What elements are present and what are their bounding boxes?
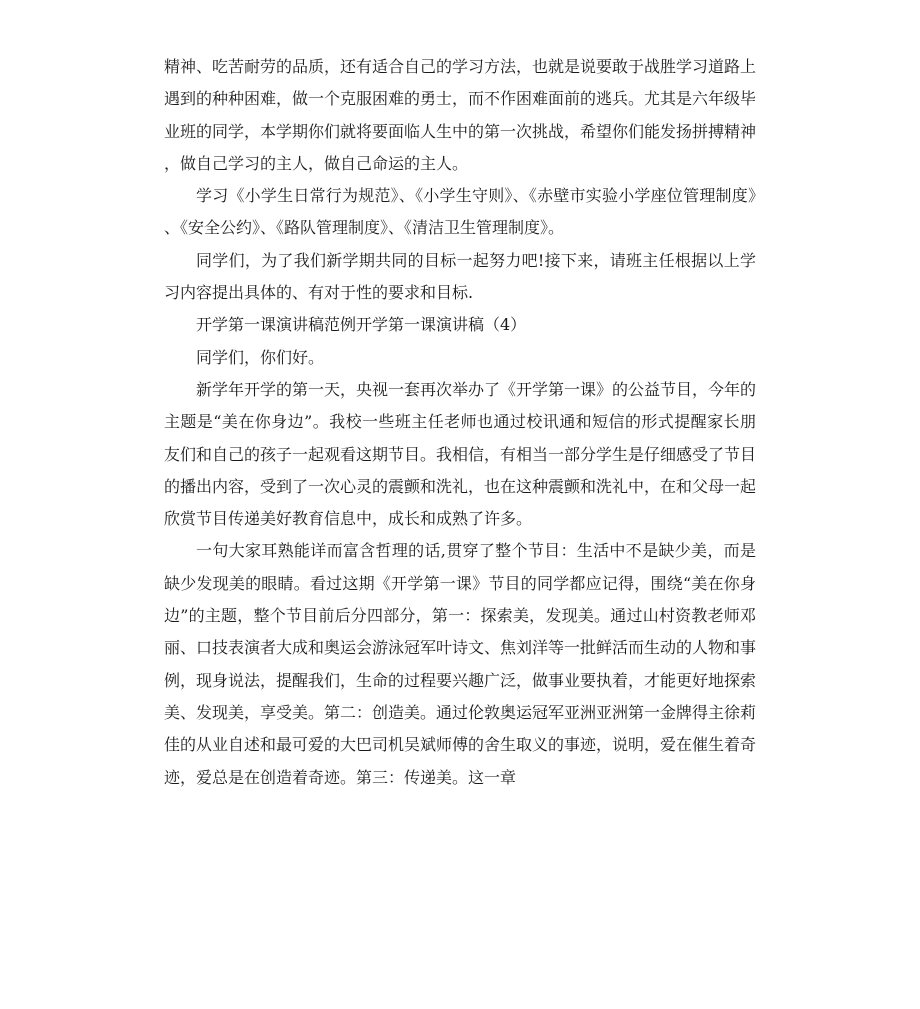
paragraph-2: 学习《小学生日常行为规范》、《小学生守则》、《赤壁市实验小学座位管理制度》、《安全公约》、《路队管理制度》、《清洁卫生管理制度》。 <box>164 186 756 238</box>
paragraph-7: 一句大家耳熟能详而富含哲理的话,贯穿了整个节目：生活中不是缺少美，而是缺少发现美的眼睛。看过这期《开学第一课》节目的同学都应记得，围绕“美在你身边”的主题，整个节目前后分四部分，第一：探索美，发现美。通过山村资教老师邓丽、口技表演者大成和奥运会游泳冠军叶诗文、焦刘洋等一批鲜活而生动的人物和事例，现身说法，提醒我们，生命的过程要兴趣广泛，做事业要执着，才能更好地探索美、发现美，享受美。第二：创造美。通过伦敦奥运冠军亚洲亚洲第一金牌得主徐莉佳的从业自述和最可爱的大巴司机吴斌师傅的舍生取义的事迹，说明，爱在催生着奇迹，爱总是在创造着奇迹。第三：传递美。这一章 <box>164 541 757 787</box>
paragraph-6: 新学年开学的第一天，央视一套再次举办了《开学第一课》的公益节目，今年的主题是“美在你身边”。我校一些班主任老师也通过校讯通和短信的形式提醒家长朋友们和自己的孩子一起观看这期节目。我相信，有相当一部分学生是仔细感受了节目的播出内容，受到了一次心灵的震颤和洗礼，也在这种震颤和洗礼中，在和父母一起欣赏节目传递美好教育信息中，成长和成熟了许多。 <box>164 379 757 529</box>
paragraph-3: 同学们，为了我们新学期共同的目标一起努力吧!接下来，请班主任根据以上学习内容提出具体的、有对于性的要求和目标. <box>164 250 756 303</box>
paragraph-1: 精神、吃苦耐劳的品质，还有适合自己的学习方法，也就是说要敢于战胜学习道路上遇到的种种困难，做一个克服困难的勇士，而不作困难面前的逃兵。尤其是六年级毕业班的同学，本学期你们就将要面临人生中的第一次挑战，希望你们能发扬拼搏精神，做自己学习的主人，做自己命运的主人。 <box>164 57 757 173</box>
section-heading: 开学第一课演讲稿范例开学第一课演讲稿（4） <box>196 315 527 335</box>
greeting: 同学们，你们好。 <box>196 347 325 367</box>
document-body <box>164 51 756 794</box>
